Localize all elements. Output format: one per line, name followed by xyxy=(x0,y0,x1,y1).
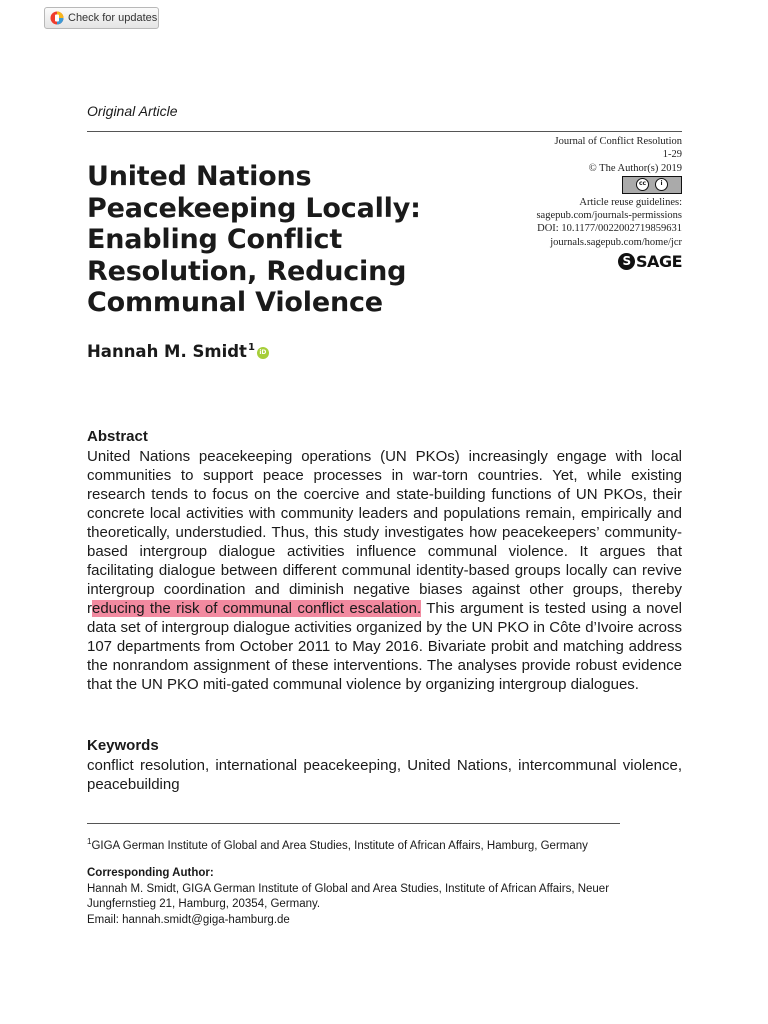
sage-wordmark: SAGE xyxy=(636,251,682,271)
crossmark-icon xyxy=(50,11,64,25)
corresponding-line-2: Jungfernstieg 21, Hamburg, 20354, Germany. xyxy=(87,898,321,910)
abstract-text-after: This argument is tested using a novel data set of intergroup dialogue activities organized by the UN PKO in Côte d’Ivoire across 107 departments from October 2011 to May 2016. Bivariate probit and matching address the nonrandom assignment of these interventions. The analyses provide robust evidence that the UN PKO miti-gated communal violence by organizing intergroup dialogues. xyxy=(87,600,682,693)
abstract-body xyxy=(87,447,682,694)
footnote-mark: 1 xyxy=(87,837,92,846)
journal-name: Journal of Conflict Resolution xyxy=(554,136,682,147)
journal-home-link[interactable]: journals.sagepub.com/home/jcr xyxy=(550,236,682,248)
abstract-heading: Abstract xyxy=(87,428,148,445)
reuse-link[interactable]: sagepub.com/journals-permissions xyxy=(536,210,682,222)
check-for-updates-label: Check for updates xyxy=(68,12,158,24)
abstract-text-before: United Nations peacekeeping operations (UN PKOs) increasingly engage with local communities to support peace processes in war-torn countries. Yet, while existing research tends to focus on the coercive and state-building functions of UN PKOs, their concrete local activities with community leaders and populations remain, empirically and theoretically, understudied. Thus, this study investigates how peacekeepers’ community-based intergroup dialogue activities influence communal violence. It argues that facilitating dialogue between different communal identity-based groups locally can revive intergroup coordination and diminish negative biases against other groups, thereby r xyxy=(87,448,682,617)
journal-meta xyxy=(442,135,682,270)
footnote-rule xyxy=(87,823,620,824)
page-range: 1-29 xyxy=(662,149,682,161)
affiliation-footnote xyxy=(87,834,588,854)
author-affiliation-mark: 1 xyxy=(247,342,255,353)
corresponding-label: Corresponding Author: xyxy=(87,867,214,879)
by-attribution-icon: i xyxy=(655,178,668,191)
keywords-list: conflict resolution, international peacekeeping, United Nations, intercommunal violence, peacebuilding xyxy=(87,757,682,793)
footnote-text: GIGA German Institute of Global and Area Studies, Institute of African Affairs, Hamburg, Germany xyxy=(91,839,588,852)
corresponding-email[interactable]: Email: hannah.smidt@giga-hamburg.de xyxy=(87,913,290,926)
sage-logo xyxy=(618,253,682,270)
header-rule xyxy=(87,131,682,132)
cc-by-license-badge[interactable] xyxy=(622,176,682,194)
article-title: United Nations Peacekeeping Locally: Enabling Conflict Resolution, Reducing Communal Violence xyxy=(87,161,421,318)
check-for-updates-button[interactable] xyxy=(44,7,159,29)
cc-icon: cc xyxy=(636,178,649,191)
sage-s-icon: S xyxy=(618,253,635,270)
corresponding-author xyxy=(87,866,687,928)
author-name[interactable]: Hannah M. Smidt xyxy=(87,342,247,361)
orcid-icon[interactable]: iD xyxy=(257,347,269,359)
highlighted-text[interactable]: educing the risk of communal conflict escalation. xyxy=(92,600,422,617)
reuse-label: Article reuse guidelines: xyxy=(579,196,682,208)
copyright: © The Author(s) 2019 xyxy=(588,162,682,174)
author-line xyxy=(87,342,269,361)
article-type: Original Article xyxy=(87,103,178,119)
doi[interactable]: DOI: 10.1177/0022002719859631 xyxy=(537,223,682,235)
corresponding-line-1: Hannah M. Smidt, GIGA German Institute of Global and Area Studies, Institute of African Affairs, Neuer xyxy=(87,882,610,895)
keywords-heading: Keywords xyxy=(87,737,159,754)
